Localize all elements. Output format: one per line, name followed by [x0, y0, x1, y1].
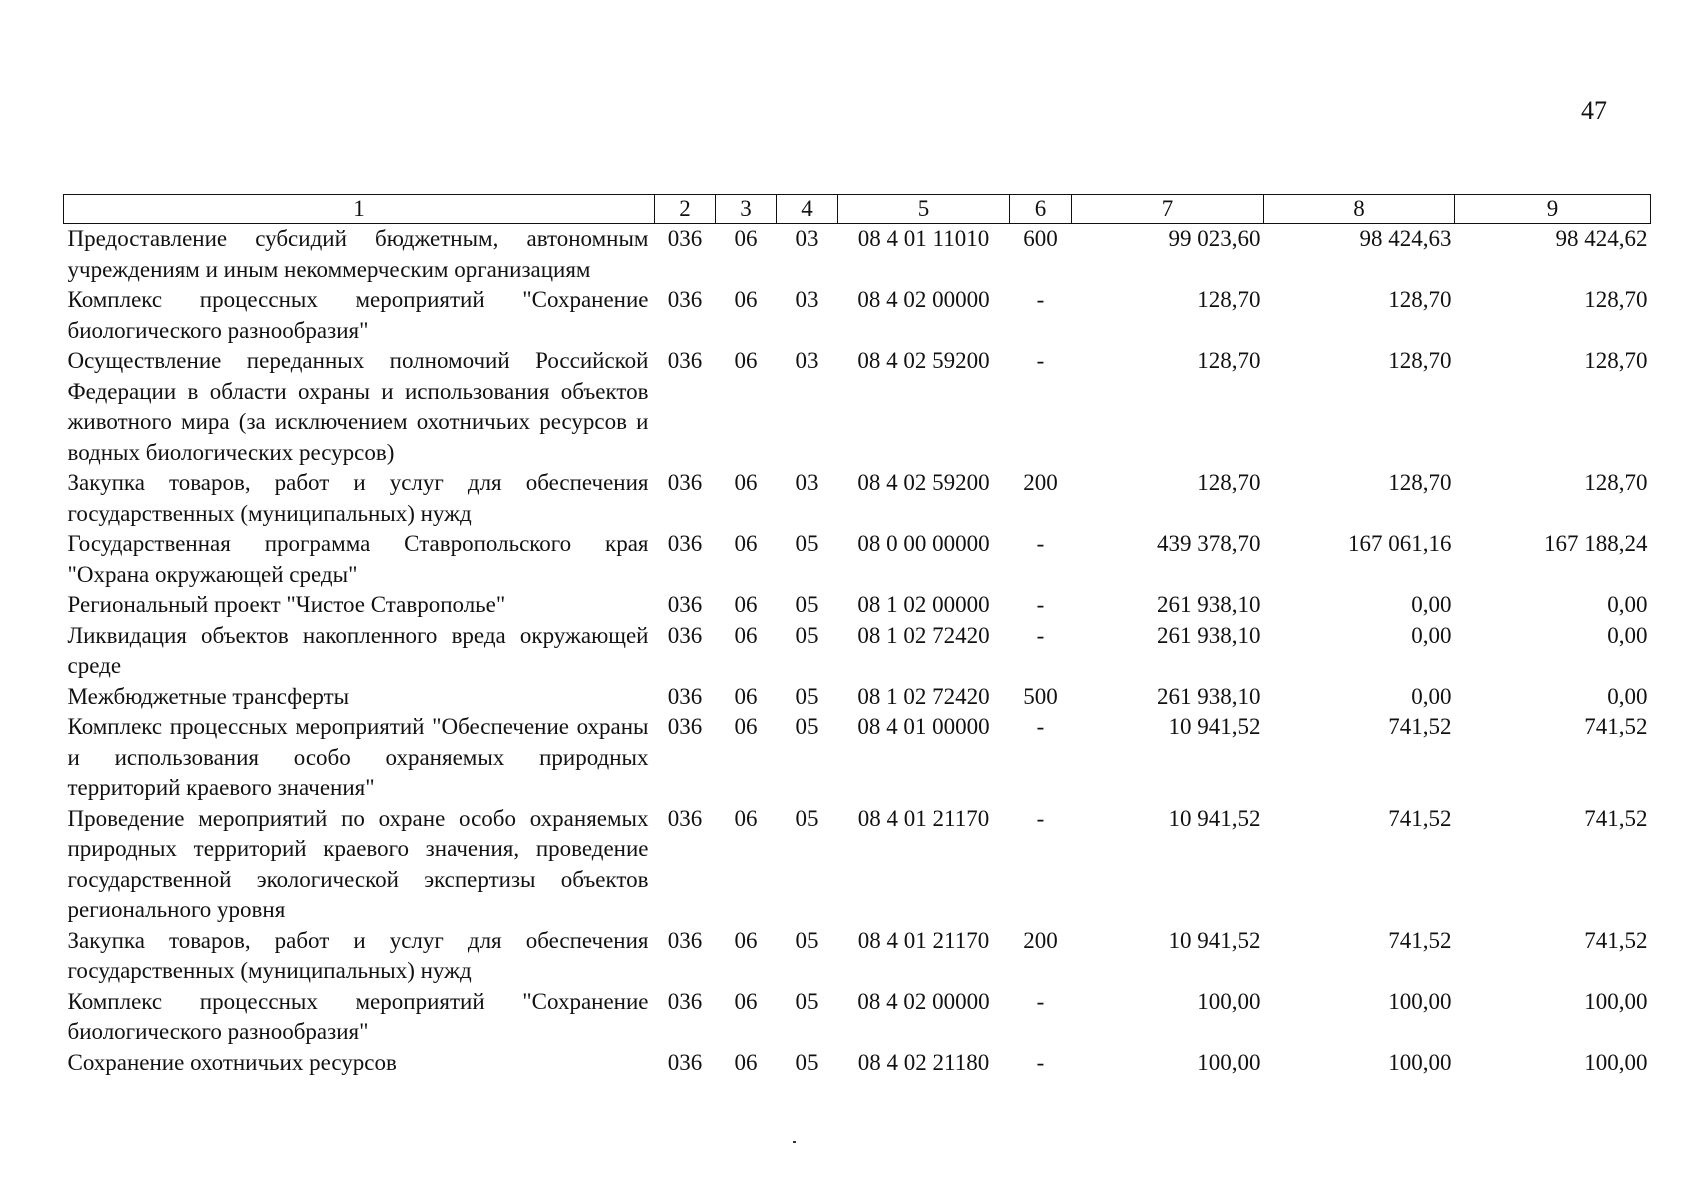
header-cell-5: 5: [838, 195, 1010, 224]
row-col4-cell: 05: [795, 988, 819, 1014]
row-col7-cell: 10 941,52: [1168, 805, 1261, 831]
row-col6-cell: 500: [1023, 683, 1058, 709]
row-col7-cell: 439 378,70: [1157, 531, 1261, 556]
row-col3-cell: 06: [734, 226, 758, 251]
row-col5-cell: 08 4 02 59200: [857, 470, 990, 495]
row-name-cell: Предоставление субсидий бюджетным, автономным учреждениям и иным некоммерческим организациям: [67, 226, 649, 282]
row-col6-cell: -: [1036, 714, 1045, 739]
row-col9-cell: 100,00: [1584, 1049, 1648, 1075]
row-col6-cell: 600: [1023, 226, 1058, 251]
row-col6-cell: -: [1036, 531, 1045, 556]
row-col5-cell: 08 4 02 00000: [857, 287, 990, 312]
row-col2-cell: 036: [667, 592, 703, 617]
table-row: [64, 346, 1651, 468]
row-name-cell: Комплекс процессных мероприятий "Обеспечение охраны и использования особо охраняемых природных территорий краевого значения": [67, 714, 649, 800]
row-col4-cell: 03: [795, 470, 819, 495]
row-col9-cell: 100,00: [1584, 988, 1648, 1014]
row-col6-cell: -: [1036, 592, 1045, 617]
row-col9-cell: 128,70: [1584, 287, 1648, 312]
row-col5-cell: 08 4 01 11010: [857, 226, 990, 251]
table-row: [64, 621, 1651, 682]
row-col7-cell: 99 023,60: [1168, 226, 1261, 251]
row-col9-cell: 741,52: [1584, 927, 1648, 953]
row-col2-cell: 036: [667, 927, 703, 953]
row-name-cell: Комплекс процессных мероприятий "Сохранение биологического разнообразия": [67, 988, 649, 1044]
row-name-cell: Ликвидация объектов накопленного вреда окружающей среде: [67, 622, 649, 678]
row-col4-cell: 05: [795, 683, 819, 709]
row-col7-cell: 10 941,52: [1168, 714, 1261, 739]
row-col8-cell: 98 424,63: [1359, 226, 1452, 251]
row-col3-cell: 06: [734, 988, 758, 1014]
row-col6-cell: -: [1036, 622, 1045, 648]
row-col2-cell: 036: [667, 805, 703, 831]
row-col4-cell: 03: [795, 348, 819, 373]
row-name-cell: Комплекс процессных мероприятий "Сохранение биологического разнообразия": [67, 287, 649, 343]
row-col9-cell: 741,52: [1584, 714, 1648, 739]
row-col7-cell: 261 938,10: [1157, 622, 1261, 648]
header-cell-7: 7: [1072, 195, 1264, 224]
row-name-cell: Закупка товаров, работ и услуг для обеспечения государственных (муниципальных) нужд: [67, 927, 649, 983]
row-col6-cell: -: [1036, 287, 1045, 312]
row-col5-cell: 08 4 02 59200: [857, 348, 990, 373]
row-col2-cell: 036: [667, 226, 703, 251]
row-col4-cell: 05: [795, 622, 819, 648]
row-col4-cell: 03: [795, 226, 819, 251]
row-col8-cell: 0,00: [1411, 622, 1452, 648]
row-col2-cell: 036: [667, 683, 703, 709]
row-col3-cell: 06: [734, 592, 758, 617]
row-col8-cell: 741,52: [1388, 714, 1452, 739]
row-col6-cell: -: [1036, 988, 1045, 1014]
row-col8-cell: 128,70: [1388, 348, 1452, 373]
row-col7-cell: 10 941,52: [1168, 927, 1261, 953]
row-col5-cell: 08 4 01 21170: [857, 805, 990, 831]
row-col9-cell: 0,00: [1607, 683, 1648, 709]
header-cell-8: 8: [1264, 195, 1455, 224]
row-col4-cell: 05: [795, 1049, 819, 1075]
row-col7-cell: 128,70: [1197, 348, 1261, 373]
row-col3-cell: 06: [734, 1049, 758, 1075]
row-col2-cell: 036: [667, 531, 703, 556]
row-col3-cell: 06: [734, 683, 758, 709]
row-col6-cell: -: [1036, 1049, 1045, 1075]
table-row: [64, 285, 1651, 346]
row-col3-cell: 06: [734, 531, 758, 556]
row-name-cell: Сохранение охотничьих ресурсов: [67, 1049, 397, 1075]
row-col2-cell: 036: [667, 714, 703, 739]
table-row: [64, 987, 1651, 1048]
row-col4-cell: 05: [795, 714, 819, 739]
row-col7-cell: 128,70: [1197, 470, 1261, 495]
row-col5-cell: 08 4 02 00000: [857, 988, 990, 1014]
row-col9-cell: 98 424,62: [1555, 226, 1648, 251]
header-cell-6: 6: [1010, 195, 1072, 224]
row-col4-cell: 03: [795, 287, 819, 312]
row-col8-cell: 741,52: [1388, 805, 1452, 831]
table-row: [64, 529, 1651, 590]
row-col3-cell: 06: [734, 927, 758, 953]
row-col2-cell: 036: [667, 1049, 703, 1075]
header-cell-2: 2: [655, 195, 716, 224]
row-col2-cell: 036: [667, 988, 703, 1014]
table-row: [64, 468, 1651, 529]
row-col4-cell: 05: [795, 927, 819, 953]
header-cell-3: 3: [716, 195, 777, 224]
row-col9-cell: 0,00: [1607, 622, 1648, 648]
table-row: [64, 1048, 1651, 1079]
row-col2-cell: 036: [667, 470, 703, 495]
row-col8-cell: 0,00: [1411, 683, 1452, 709]
row-col5-cell: 08 4 02 21180: [857, 1049, 990, 1075]
table-row: [64, 224, 1651, 286]
table-row: [64, 590, 1651, 621]
row-col8-cell: 128,70: [1388, 287, 1452, 312]
header-row: [64, 195, 1651, 224]
row-col5-cell: 08 1 02 72420: [857, 622, 990, 648]
row-col9-cell: 128,70: [1584, 348, 1648, 373]
row-name-cell: Государственная программа Ставропольского края "Охрана окружающей среды": [67, 531, 649, 587]
row-col9-cell: 0,00: [1607, 592, 1648, 617]
row-col3-cell: 06: [734, 622, 758, 648]
row-col2-cell: 036: [667, 622, 703, 648]
row-col3-cell: 06: [734, 805, 758, 831]
row-col9-cell: 128,70: [1584, 470, 1648, 495]
row-col6-cell: 200: [1023, 470, 1058, 495]
row-col7-cell: 100,00: [1197, 988, 1261, 1014]
row-col7-cell: 128,70: [1197, 287, 1261, 312]
stray-dot-mark: [793, 1141, 796, 1143]
row-name-cell: Осуществление переданных полномочий Российской Федерации в области охраны и использования объектов животного мира (за исключением охотничьих ресурсов и водных биологических ресурсов): [67, 348, 649, 465]
row-col7-cell: 100,00: [1197, 1049, 1261, 1075]
table-row: [64, 682, 1651, 713]
row-col6-cell: -: [1036, 805, 1045, 831]
row-col7-cell: 261 938,10: [1157, 592, 1261, 617]
table-row: [64, 804, 1651, 926]
row-col5-cell: 08 1 02 00000: [857, 592, 990, 617]
row-col3-cell: 06: [734, 714, 758, 739]
row-col2-cell: 036: [667, 348, 703, 373]
row-col3-cell: 06: [734, 348, 758, 373]
page-number: 47: [1581, 96, 1607, 125]
row-col4-cell: 05: [795, 805, 819, 831]
row-col9-cell: 167 188,24: [1544, 531, 1648, 556]
row-col6-cell: -: [1036, 348, 1045, 373]
row-name-cell: Закупка товаров, работ и услуг для обеспечения государственных (муниципальных) нужд: [67, 470, 649, 526]
row-col8-cell: 741,52: [1388, 927, 1452, 953]
table-body: [64, 224, 1651, 1079]
row-col8-cell: 128,70: [1388, 470, 1452, 495]
row-col6-cell: 200: [1023, 927, 1058, 953]
row-name-cell: Региональный проект "Чистое Ставрополье": [67, 592, 506, 617]
budget-table: [63, 194, 1651, 1078]
row-col5-cell: 08 0 00 00000: [857, 531, 990, 556]
header-cell-4: 4: [777, 195, 838, 224]
row-col5-cell: 08 4 01 00000: [857, 714, 990, 739]
row-name-cell: Межбюджетные трансферты: [67, 683, 350, 709]
row-col8-cell: 100,00: [1388, 988, 1452, 1014]
row-col8-cell: 100,00: [1388, 1049, 1452, 1075]
row-col8-cell: 167 061,16: [1348, 531, 1452, 556]
row-col4-cell: 05: [795, 592, 819, 617]
row-col3-cell: 06: [734, 470, 758, 495]
header-cell-1: 1: [64, 195, 655, 224]
row-col5-cell: 08 1 02 72420: [857, 683, 990, 709]
row-col7-cell: 261 938,10: [1157, 683, 1261, 709]
table-row: [64, 712, 1651, 804]
header-cell-9: 9: [1455, 195, 1651, 224]
row-col8-cell: 0,00: [1411, 592, 1452, 617]
row-name-cell: Проведение мероприятий по охране особо охраняемых природных территорий краевого значения, проведение государственной экологической экспертизы объектов регионального уровня: [67, 805, 649, 922]
row-col5-cell: 08 4 01 21170: [857, 927, 990, 953]
row-col3-cell: 06: [734, 287, 758, 312]
row-col9-cell: 741,52: [1584, 805, 1648, 831]
row-col2-cell: 036: [667, 287, 703, 312]
table-row: [64, 926, 1651, 987]
row-col4-cell: 05: [795, 531, 819, 556]
